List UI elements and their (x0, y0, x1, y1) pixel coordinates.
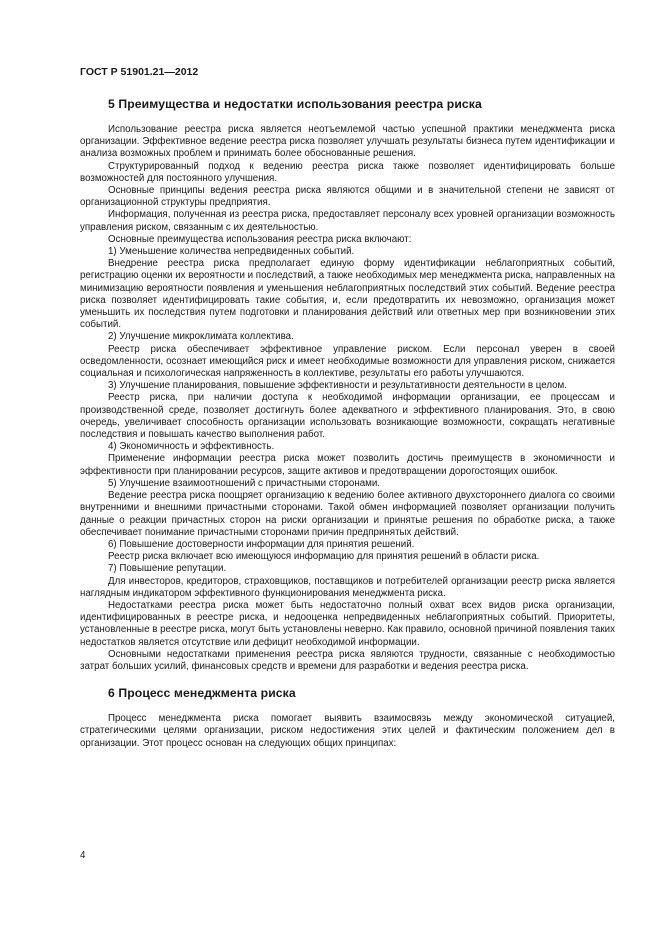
list-item-heading: 1) Уменьшение количества непредвиденных событий. (108, 246, 355, 258)
paragraph: Для инвесторов, кредиторов, страховщиков, поставщиков и потребителей организации реестр риска является наглядным индикатором эффективного функционирования менеджмента риска. (80, 575, 615, 599)
paragraph: Структурированный подход к ведению реестра риска также позволяет идентифицировать больше возможностей для постоянного улучшения. (80, 160, 615, 184)
section-6-body (80, 713, 615, 750)
list-item-heading: 4) Экономичность и эффективность. (108, 441, 275, 453)
list-item-heading: 5) Улучшение взаимоотношений с причастными сторонами. (108, 477, 381, 489)
paragraph: Процесс менеджмента риска помогает выявить взаимосвязь между экономической ситуацией, стратегическими целями организации, риском недостижения этих целей и фактическим положением дел в организации. Этот процесс основан на следующих общих принципах: (80, 713, 615, 749)
section-5-body (80, 124, 615, 673)
list-item-heading: 3) Улучшение планирования, повышение эффективности и результативности деятельности в целом. (108, 380, 567, 392)
document-code: ГОСТ Р 51901.21—2012 (80, 66, 199, 78)
paragraph: Реестр риска включает всю имеющуюся информацию для принятия решений в области риска. (108, 551, 540, 563)
paragraph: Информация, полученная из реестра риска, предоставляет персоналу всех уровней организации возможность управления риском, связанным с их деятельностью. (80, 209, 615, 233)
paragraph: Использование реестра риска является неотъемлемой частью успешной практики менеджмента риска организации. Эффективное ведение реестра риска позволяет улучшать результаты бизнеса путем идентификации и анализа возможных проблем и принимать более обоснованные решения. (80, 124, 615, 160)
paragraph: Внедрение реестра риска предполагает единую форму идентификации неблагоприятных событий, регистрацию оценки их вероятности и последствий, а также необходимых мер менеджмента риска, направленных на минимизацию вероятности появления и уменьшения неблагоприятных последствий этих событий. Ведение реестра риска позволяет идентифицировать такие события, и, если предотвратить их невозможно, организация может уменьшить их последствия путем подготовки и планирования действий или ответных мер при возникновении этих событий. (80, 258, 615, 331)
paragraph: Применение информации реестра риска может позволить достичь преимуществ в экономичности и эффективности при планировании ресурсов, защите активов и предотвращении дорогостоящих ошибок. (80, 453, 615, 477)
list-item-heading: 2) Улучшение микроклимата коллектива. (108, 331, 294, 343)
paragraph: Основными недостатками применения реестра риска являются трудности, связанные с необходимостью затрат больших усилий, финансовых средств и времени для разработки и ведения реестра риска. (80, 648, 615, 672)
section-5-heading: 5 Преимущества и недостатки использования реестра риска (108, 97, 482, 111)
paragraph: Недостатками реестра риска может быть недостаточно полный охват всех видов риска организации, идентифицированных в реестре риска, и недооценка непредвиденных неблагоприятных событий. Приоритеты, установленные в реестре риска, могут быть установлены неверно. Как правило, основной причиной появления таких недостатков является отсутствие или дефицит необходимой информации. (80, 599, 615, 648)
paragraph: Реестр риска, при наличии доступа к необходимой информации организации, ее процессам и производственной среде, позволяет достигнуть более адекватного и эффективного планирования. Это, в свою очередь, увеличивает способность организации использовать возникающие возможности, сокращать негативные последствия и повышать качество выполнения работ. (80, 392, 615, 441)
list-item-heading: 6) Повышение достоверности информации для принятия решений. (108, 538, 415, 550)
list-item-heading: 7) Повышение репутации. (108, 563, 227, 575)
paragraph: Ведение реестра риска поощряет организацию к ведению более активного двухстороннего диалога со своими внутренними и внешними причастными сторонами. Такой обмен информацией позволяет организации получить данные о реакции причастных сторон на риски организации и принятые решения по обработке риска, а также обеспечивает понимание причастными сторонами причин предпринятых действий. (80, 490, 615, 538)
paragraph: Основные преимущества использования реестра риска включают: (108, 233, 412, 245)
page-content (80, 97, 615, 750)
page-number: 4 (80, 850, 86, 861)
paragraph: Реестр риска обеспечивает эффективное управление риском. Если персонал уверен в своей осведомленности, осознает имеющийся риск и имеет необходимые возможности для управления риском, снижается социальная и психологическая напряженность в коллективе, результаты его работы улучшаются. (80, 343, 615, 380)
paragraph: Основные принципы ведения реестра риска являются общими и в значительной степени не зависят от организационной структуры предприятия. (80, 185, 615, 209)
section-6-heading: 6 Процесс менеджмента риска (108, 686, 296, 701)
